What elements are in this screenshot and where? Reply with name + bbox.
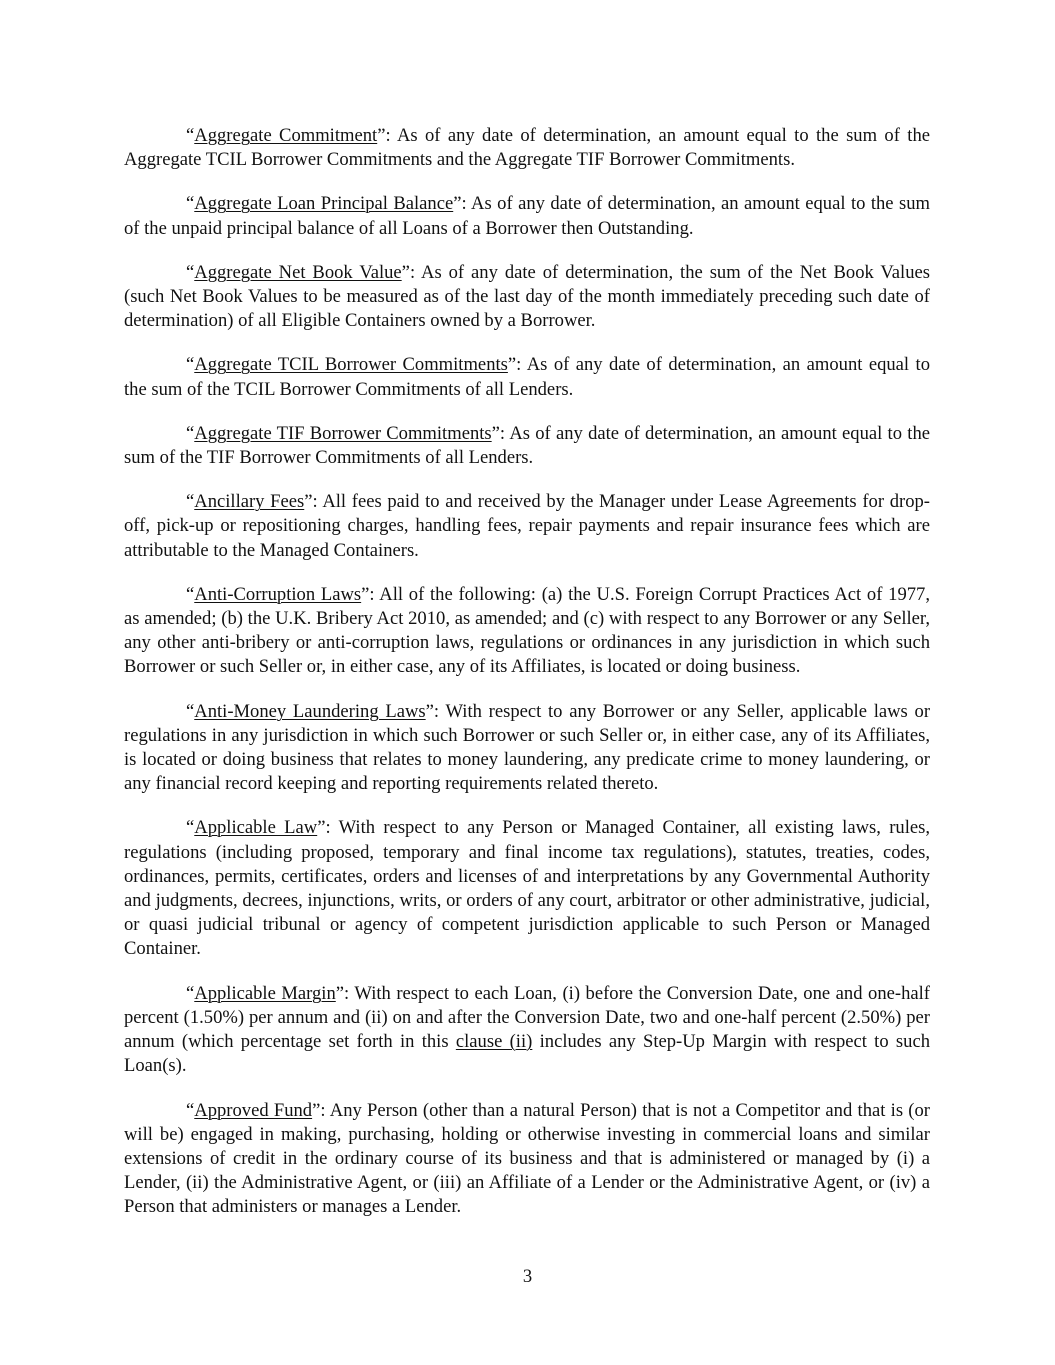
defined-term: Aggregate Net Book Value	[194, 261, 402, 283]
definitions-list	[124, 124, 930, 1240]
defined-term: Applicable Margin	[194, 982, 336, 1004]
definition-anti-money-laundering-laws: “Anti-Money Laundering Laws”: With respect to any Borrower or any Seller, applicable laws or regulations in any jurisdiction in which such Borrower or such Seller or, in either case, any of its Affiliates, is located or doing business that relates to money laundering, any predicate crime to money laundering, or any financial record keeping and reporting requirements related thereto.	[124, 700, 931, 795]
defined-term: Aggregate TIF Borrower Commitments	[194, 422, 492, 444]
definition-text: : All of the following: (a) the U.S. Foreign Corrupt Practices Act of 1977, as amended; (b) the U.K. Bribery Act 2010, as amended; and (c) with respect to any Borrower or any Seller, any other anti-bribery or anti-corruption laws, regulations or ordinances in any jurisdiction in which such Borrower or such Seller or, in either case, any of its Affiliates, is located or doing business.	[124, 583, 930, 678]
definition-anti-corruption-laws: “Anti-Corruption Laws”: All of the following: (a) the U.S. Foreign Corrupt Practices Act of 1977, as amended; (b) the U.K. Bribery Act 2010, as amended; and (c) with respect to any Borrower or any Seller, any other anti-bribery or anti-corruption laws, regulations or ordinances in any jurisdiction in which such Borrower or such Seller or, in either case, any of its Affiliates, is located or doing business.	[124, 583, 930, 678]
definition-aggregate-commitment: “Aggregate Commitment”: As of any date of determination, an amount equal to the sum of the Aggregate TCIL Borrower Commitments and the Aggregate TIF Borrower Commitments.	[124, 125, 930, 171]
definition-ancillary-fees: “Ancillary Fees”: All fees paid to and received by the Manager under Lease Agreements for drop-off, pick-up or repositioning charges, handling fees, repair payments and repair insurance fees which are attributable to the Managed Containers.	[124, 491, 930, 561]
definition-text: : Any Person (other than a natural Person) that is not a Competitor and that is (or will be) engaged in making, purchasing, holding or otherwise investing in commercial loans and similar extensions of credit in the ordinary course of its business and that is administered or managed by (i) a Lender, (ii) the Administrative Agent, or (iii) an Affiliate of a Lender or the Administrative Agent, or (iv) a Person that administers or manages a Lender.	[124, 1099, 930, 1218]
definition-text: : With respect to any Person or Managed Container, all existing laws, rules, regulations (including proposed, temporary and final income tax regulations), statutes, treaties, codes, ordinances, permits, certificates, orders and licenses of and interpretations by any Governmental Authority and judgments, decrees, injunctions, writs, or orders of any court, arbitrator or other administrative, judicial, or quasi judicial tribunal or agency of competent jurisdiction applicable to such Person or Managed Container.	[124, 817, 931, 960]
page-number: 3	[522, 1266, 533, 1287]
definition-applicable-law: “Applicable Law”: With respect to any Person or Managed Container, all existing laws, rules, regulations (including proposed, temporary and final income tax regulations), statutes, treaties, codes, ordinances, permits, certificates, orders and licenses of and interpretations by any Governmental Authority and judgments, decrees, injunctions, writs, or orders of any court, arbitrator or other administrative, judicial, or quasi judicial tribunal or agency of competent jurisdiction applicable to such Person or Managed Container.	[124, 817, 931, 960]
defined-term: Anti-Corruption Laws	[194, 583, 362, 605]
definition-text: : As of any date of determination, an amount equal to the sum of the Aggregate TCIL Borrower Commitments and the Aggregate TIF Borrower Commitments.	[124, 125, 930, 171]
definition-aggregate-tif-borrower-commitments: “Aggregate TIF Borrower Commitments”: As of any date of determination, an amount equal to the sum of the TIF Borrower Commitments of all Lenders.	[124, 422, 930, 469]
definition-aggregate-loan-principal-balance: “Aggregate Loan Principal Balance”: As of any date of determination, an amount equal to the sum of the unpaid principal balance of all Loans of a Borrower then Outstanding.	[124, 193, 930, 239]
defined-term: Ancillary Fees	[194, 491, 305, 513]
definition-aggregate-tcil-borrower-commitments: “Aggregate TCIL Borrower Commitments”: As of any date of determination, an amount equal to the sum of the TCIL Borrower Commitments of all Lenders.	[124, 354, 930, 400]
definition-text-continued: includes any Step-Up Margin with respect to such Loan(s).	[124, 1031, 931, 1077]
defined-term: Aggregate Loan Principal Balance	[194, 193, 454, 215]
clause-reference: clause (ii)	[455, 1031, 533, 1053]
definition-text: : As of any date of determination, an amount equal to the sum of the TCIL Borrower Commitments of all Lenders.	[124, 354, 930, 400]
definition-text: : With respect to any Borrower or any Seller, applicable laws or regulations in any jurisdiction in which such Borrower or such Seller or, in either case, any of its Affiliates, is located or doing business that relates to money laundering, any predicate crime to money laundering, or any financial record keeping and reporting requirements related thereto.	[124, 700, 931, 795]
definition-text: : With respect to each Loan, (i) before the Conversion Date, one and one-half percent (1.50%) per annum and (ii) on and after the Conversion Date, two and one-half percent (2.50%) per annum (which percentage set forth in this	[124, 982, 930, 1053]
definition-text: : All fees paid to and received by the Manager under Lease Agreements for drop-off, pick-up or repositioning charges, handling fees, repair payments and repair insurance fees which are attributable to the Managed Containers.	[124, 491, 930, 561]
defined-term: Aggregate Commitment	[194, 125, 378, 146]
definition-text: : As of any date of determination, the sum of the Net Book Values (such Net Book Values to be measured as of the last day of the month immediately preceding such date of determination) of all Eligible Containers owned by a Borrower.	[124, 261, 930, 332]
defined-term: Applicable Law	[194, 817, 318, 839]
definition-applicable-margin: “Applicable Margin”: With respect to each Loan, (i) before the Conversion Date, one and one-half percent (1.50%) per annum and (ii) on and after the Conversion Date, two and one-half percent (2.50%) per annum (which percentage set forth in this clause (ii) includes any Step-Up Margin with respect to such Loan(s).	[124, 982, 931, 1077]
defined-term: Anti-Money Laundering Laws	[194, 700, 426, 722]
definition-aggregate-net-book-value: “Aggregate Net Book Value”: As of any date of determination, the sum of the Net Book Values (such Net Book Values to be measured as of the last day of the month immediately preceding such date of determination) of all Eligible Containers owned by a Borrower.	[124, 261, 930, 332]
definition-text: : As of any date of determination, an amount equal to the sum of the TIF Borrower Commitments of all Lenders.	[124, 422, 930, 469]
defined-term: Approved Fund	[194, 1099, 313, 1121]
definition-text: : As of any date of determination, an amount equal to the sum of the unpaid principal balance of all Loans of a Borrower then Outstanding.	[124, 193, 930, 239]
defined-term: Aggregate TCIL Borrower Commitments	[194, 354, 508, 376]
definition-approved-fund: “Approved Fund”: Any Person (other than a natural Person) that is not a Competitor and that is (or will be) engaged in making, purchasing, holding or otherwise investing in commercial loans and similar extensions of credit in the ordinary course of its business and that is administered or managed by (i) a Lender, (ii) the Administrative Agent, or (iii) an Affiliate of a Lender or the Administrative Agent, or (iv) a Person that administers or manages a Lender.	[124, 1099, 930, 1218]
